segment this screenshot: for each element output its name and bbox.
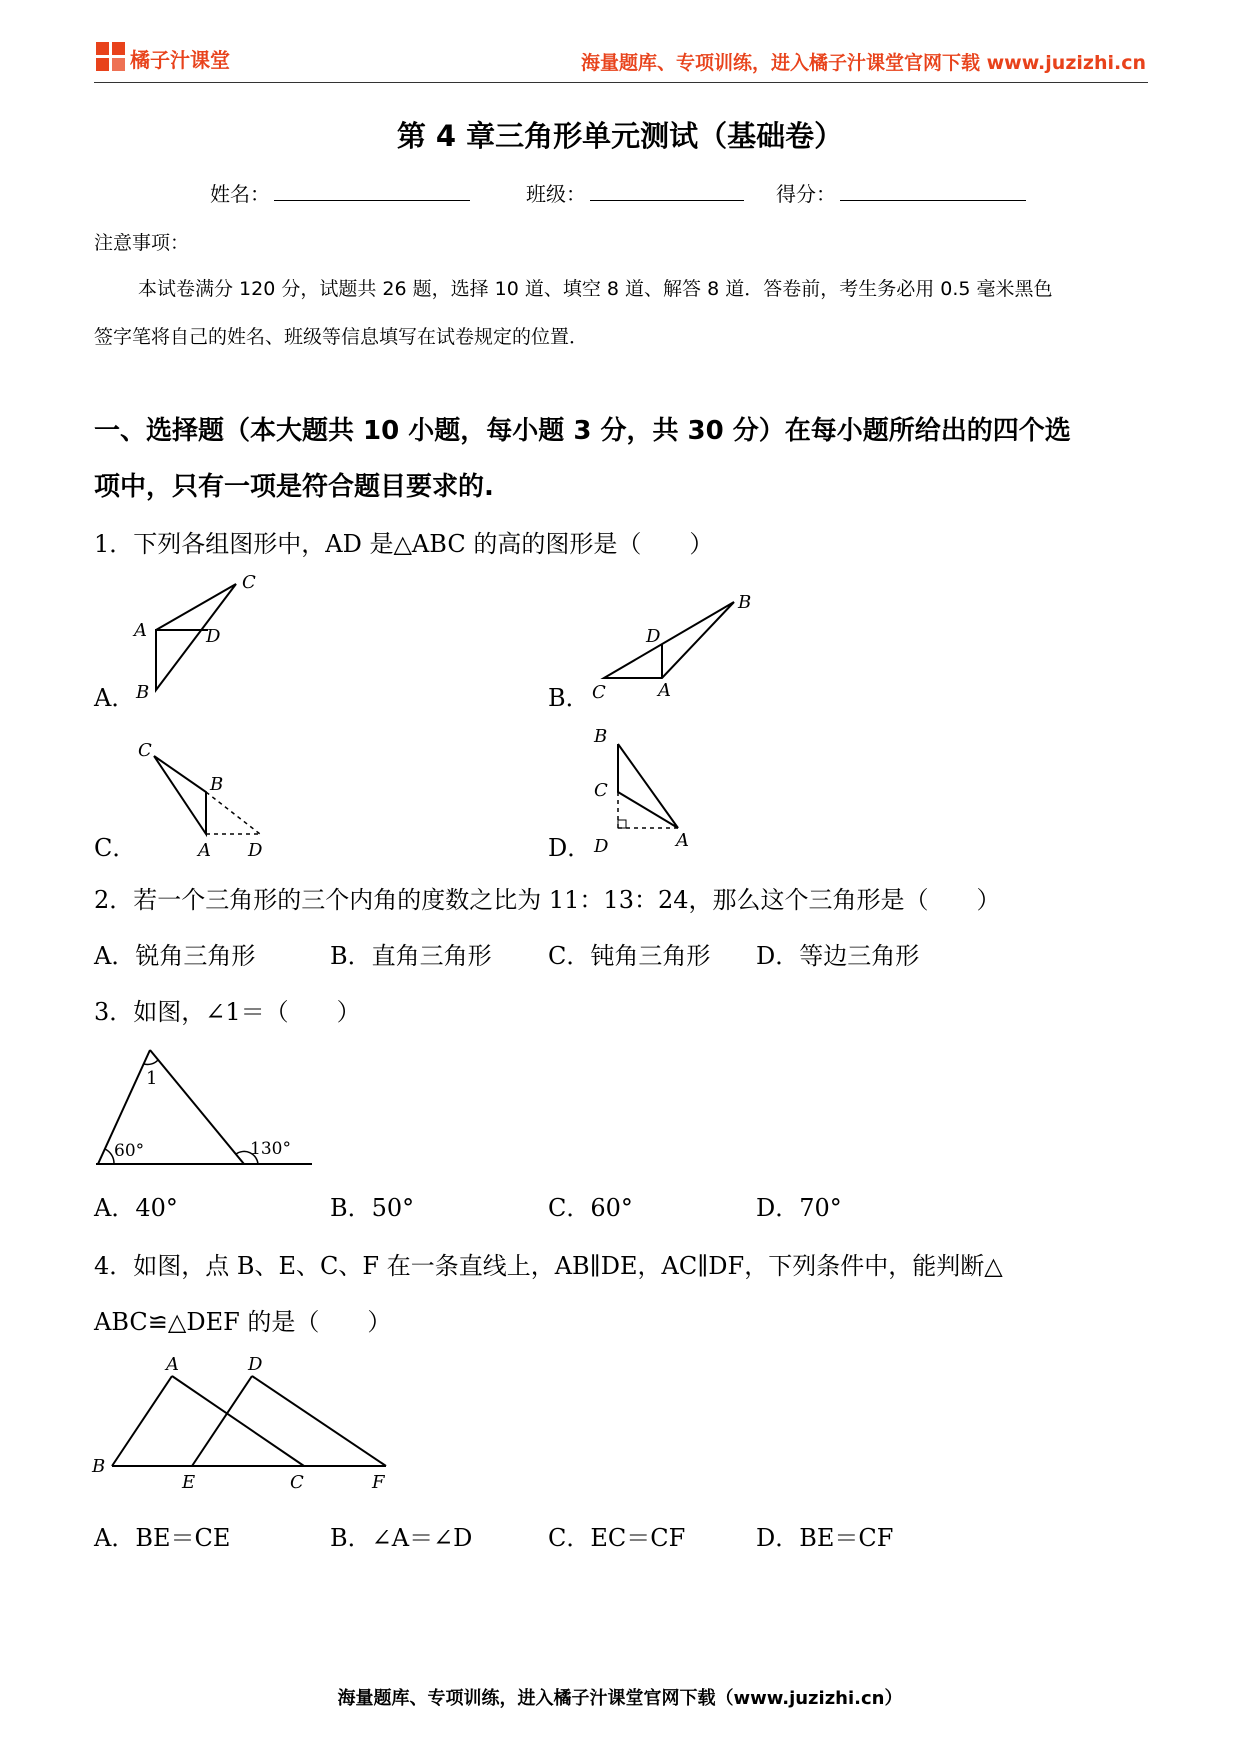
q2-stem: 2．若一个三角形的三个内角的度数之比为 11：13：24，那么这个三角形是（ ） bbox=[94, 886, 1001, 914]
q1b-label-c: C bbox=[592, 682, 606, 703]
q1b-label-d: D bbox=[646, 626, 661, 647]
q1-figure-d bbox=[586, 722, 706, 862]
notice-line-2: 签字笔将自己的姓名、班级等信息填写在试卷规定的位置． bbox=[94, 326, 589, 348]
q4-label-c: C bbox=[290, 1472, 304, 1492]
q4-label-f: F bbox=[372, 1472, 385, 1492]
q4-stem-line-1: 4．如图，点 B、E、C、F 在一条直线上，AB∥DE，AC∥DF，下列条件中，能判断△ bbox=[94, 1252, 1003, 1280]
score-label: 得分： bbox=[776, 182, 836, 206]
q1-stem: 1．下列各组图形中，AD 是△ABC 的高的图形是（ ） bbox=[94, 530, 714, 558]
q1d-label-c: C bbox=[594, 780, 608, 801]
q1b-label-b: B bbox=[738, 592, 752, 613]
name-field[interactable] bbox=[274, 200, 470, 201]
q4-label-b: B bbox=[92, 1456, 106, 1477]
q2-option-d[interactable]: D．等边三角形 bbox=[756, 942, 920, 970]
q1b-label-a: A bbox=[658, 680, 671, 701]
q1-figure-a bbox=[126, 570, 276, 706]
page-title: 第 4 章三角形单元测试（基础卷） bbox=[396, 119, 844, 153]
q1d-label-b: B bbox=[594, 726, 608, 747]
q4-label-a: A bbox=[166, 1354, 179, 1375]
q1-figure-c bbox=[130, 732, 280, 862]
q1-option-a[interactable]: A． bbox=[94, 684, 136, 712]
q4-option-a[interactable]: A．BE＝CE bbox=[94, 1524, 231, 1552]
section-heading-line-1: 一、选择题（本大题共 10 小题，每小题 3 分，共 30 分）在每小题所给出的四个选 bbox=[94, 416, 1071, 446]
brand-name: 橘子汁课堂 bbox=[130, 48, 230, 72]
name-label: 姓名： bbox=[210, 182, 270, 206]
q1a-label-a: A bbox=[134, 620, 147, 641]
q1a-label-b: B bbox=[136, 682, 150, 703]
footer-slogan: 海量题库、专项训练，进入橘子汁课堂官网下载（www.juzizhi.cn） bbox=[337, 1688, 903, 1709]
q1a-label-c: C bbox=[242, 572, 256, 593]
q2-option-c[interactable]: C．钝角三角形 bbox=[548, 942, 711, 970]
q4-option-d[interactable]: D．BE＝CF bbox=[756, 1524, 894, 1552]
score-field[interactable] bbox=[840, 200, 1026, 201]
q4-option-b[interactable]: B．∠A＝∠D bbox=[330, 1524, 473, 1552]
q1d-label-a: A bbox=[676, 830, 689, 851]
header-divider bbox=[94, 82, 1148, 83]
q4-option-c[interactable]: C．EC＝CF bbox=[548, 1524, 686, 1552]
section-heading-line-2: 项中，只有一项是符合题目要求的. bbox=[94, 472, 494, 502]
q1d-label-d: D bbox=[594, 836, 609, 857]
q1c-label-c: C bbox=[138, 740, 152, 761]
q1-option-b[interactable]: B． bbox=[548, 684, 590, 712]
q4-figure bbox=[90, 1352, 400, 1492]
logo-icon bbox=[96, 42, 126, 72]
q3-option-c[interactable]: C．60° bbox=[548, 1194, 633, 1222]
q3-option-d[interactable]: D．70° bbox=[756, 1194, 842, 1222]
q1a-label-d: D bbox=[206, 626, 221, 647]
q3-figure bbox=[94, 1040, 324, 1170]
q3-angle-130-label: 130° bbox=[250, 1139, 291, 1159]
q3-stem: 3．如图，∠1＝（ ） bbox=[94, 998, 361, 1026]
q3-option-a[interactable]: A．40° bbox=[94, 1194, 178, 1222]
q3-angle-60-label: 60° bbox=[114, 1141, 145, 1161]
q4-stem-line-2: ABC≌△DEF 的是（ ） bbox=[94, 1308, 392, 1336]
q2-option-b[interactable]: B．直角三角形 bbox=[330, 942, 492, 970]
header-slogan: 海量题库、专项训练，进入橘子汁课堂官网下载 www.juzizhi.cn bbox=[581, 52, 1146, 74]
class-field[interactable] bbox=[590, 200, 744, 201]
notice-heading: 注意事项： bbox=[94, 232, 190, 254]
q1c-label-b: B bbox=[210, 774, 224, 795]
q1c-label-a: A bbox=[198, 840, 211, 861]
q4-label-e: E bbox=[182, 1472, 196, 1492]
q1-figure-b bbox=[586, 588, 756, 708]
q3-angle-1-label: 1 bbox=[146, 1068, 158, 1089]
q1c-label-d: D bbox=[248, 840, 263, 861]
class-label: 班级： bbox=[526, 182, 586, 206]
q3-option-b[interactable]: B．50° bbox=[330, 1194, 415, 1222]
q1-option-c[interactable]: C． bbox=[94, 834, 137, 862]
q2-option-a[interactable]: A．锐角三角形 bbox=[94, 942, 256, 970]
notice-line-1: 本试卷满分 120 分，试题共 26 题，选择 10 道、填空 8 道、解答 8 道．答卷前，考生务必用 0.5 毫米黑色 bbox=[138, 278, 1053, 300]
q1-option-d[interactable]: D． bbox=[548, 834, 592, 862]
q4-label-d: D bbox=[248, 1354, 263, 1375]
